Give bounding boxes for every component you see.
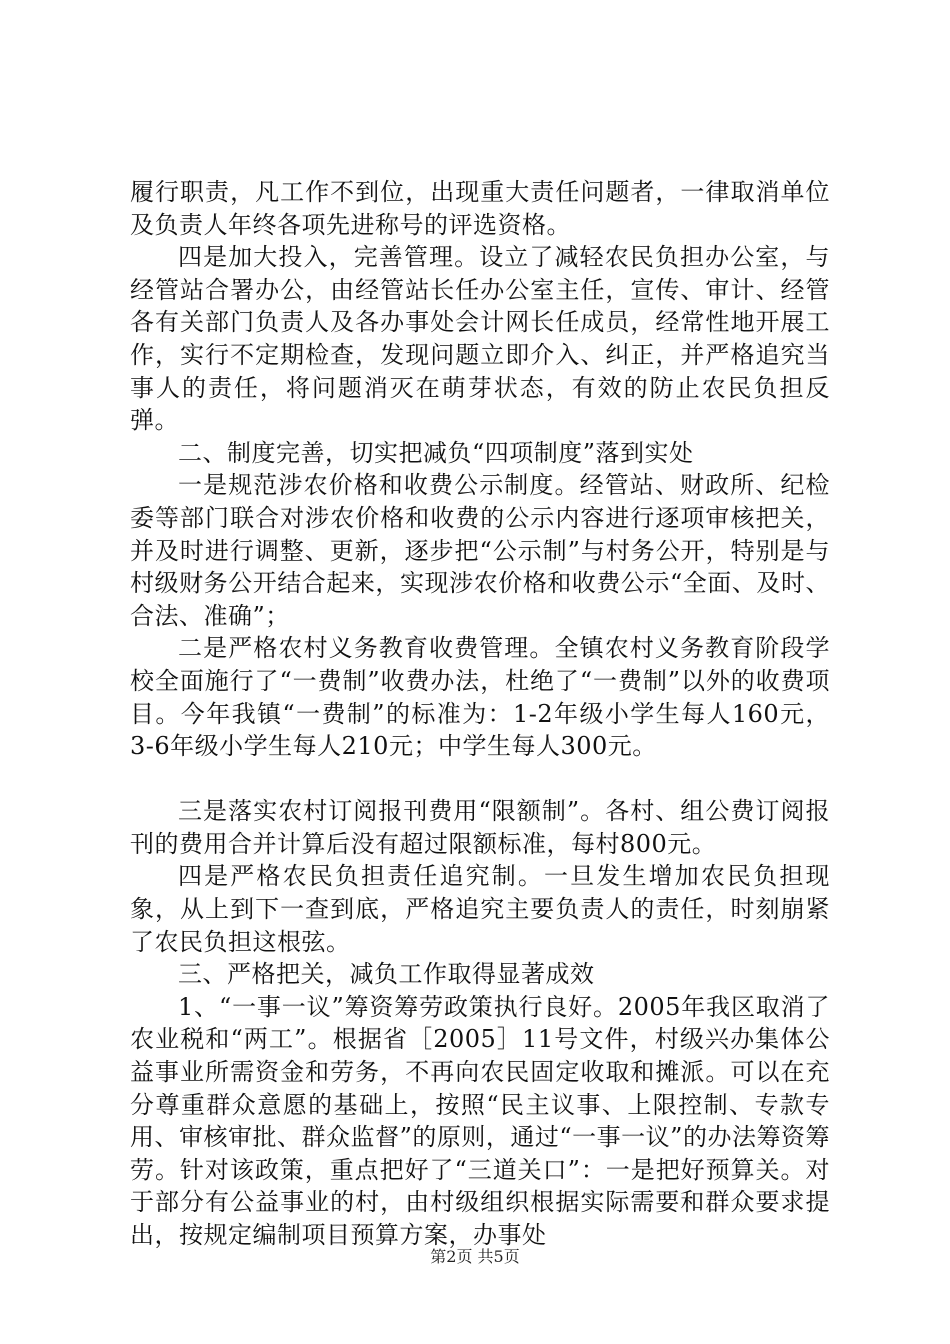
paragraph-6: 四是严格农民负担责任追究制。一旦发生增加农民负担现象，从上到下一查到底，严格追究主要负责人的责任，时刻崩紧了农民负担这根弦。 (130, 862, 830, 956)
paragraph-2: 四是加大投入，完善管理。设立了减轻农民负担办公室，与经管站合署办公，由经管站长任办公室主任，宣传、审计、经管各有关部门负责人及各办事处会计网长任成员，经常性地开展工作，实行不定期检查，发现问题立即介入、纠正，并严格追究当事人的责任，将问题消灭在萌芽状态，有效的防止农民负担反弹。 (130, 243, 830, 435)
paragraph-7: 1、“一事一议”筹资筹劳政策执行良好。2005年我区取消了农业税和“两工”。根据省［2005］11号文件，村级兴办集体公益事业所需资金和劳务，不再向农民固定收取和摊派。可以在充分尊重群众意愿的基础上，按照“民主议事、上限控制、专款专用、审核审批、群众监督”的原则，通过“一事一议”的办法筹资筹劳。针对该政策，重点把好了“三道关口”：一是把好预算关。对于部分有公益事业的村，由村级组织根据实际需要和群众要求提出，按规定编制项目预算方案，办事处 (130, 992, 830, 1249)
paragraph-1: 履行职责，凡工作不到位，出现重大责任问题者，一律取消单位及负责人年终各项先进称号的评选资格。 (130, 178, 830, 239)
paragraph-5: 三是落实农村订阅报刊费用“限额制”。各村、组公费订阅报刊的费用合并计算后没有超过限额标准，每村800元。 (130, 797, 830, 858)
section-heading-2: 二、制度完善，切实把减负“四项制度”落到实处 (178, 438, 694, 467)
document-body (130, 176, 830, 1252)
page-footer (0, 1244, 950, 1267)
paragraph-3: 一是规范涉农价格和收费公示制度。经管站、财政所、纪检委等部门联合对涉农价格和收费的公示内容进行逐项审核把关，并及时进行调整、更新，逐步把“公示制”与村务公开，特别是与村级财务公开结合起来，实现涉农价格和收费公示“全面、及时、合法、准确”； (130, 471, 830, 630)
section-heading-3: 三、严格把关，减负工作取得显著成效 (178, 960, 595, 989)
paragraph-4: 二是严格农村义务教育收费管理。全镇农村义务教育阶段学校全面施行了“一费制”收费办法，杜绝了“一费制”以外的收费项目。今年我镇“一费制”的标准为：1-2年级小学生每人160元，3-6年级小学生每人210元；中学生每人300元。 (130, 634, 830, 761)
blank-line (130, 763, 830, 796)
page-number: 第2页 共5页 (430, 1247, 520, 1266)
